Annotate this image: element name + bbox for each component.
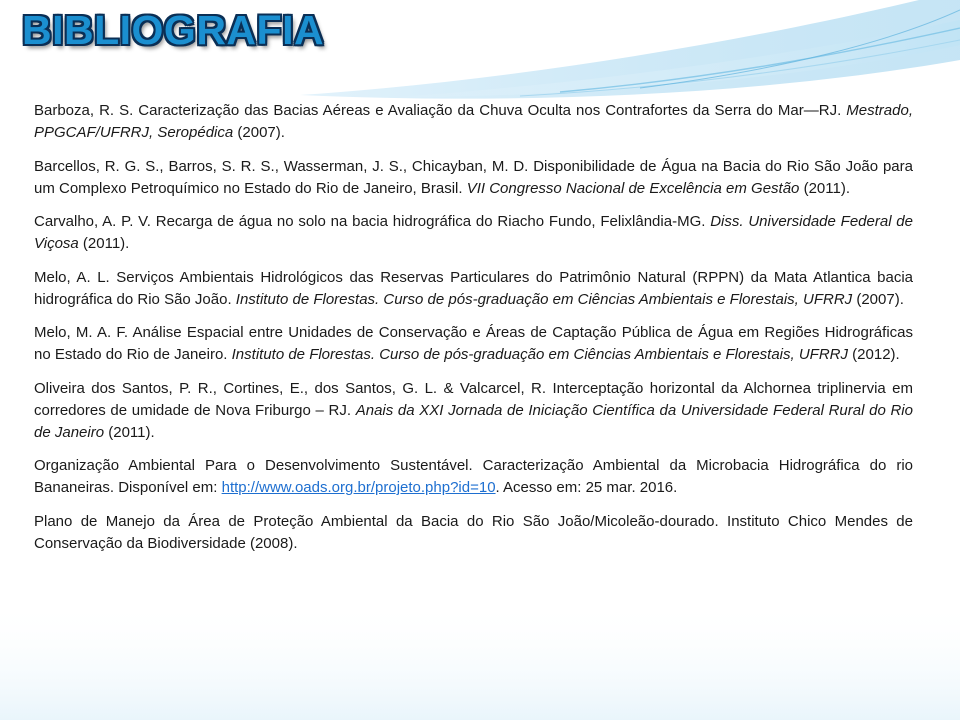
reference-source: Instituto de Florestas. Curso de pós-graduação em Ciências Ambientais e Florestais, UFRRJ: [231, 346, 849, 363]
reference-source: Anais da XXI Jornada de Iniciação Científica da Universidade Federal Rural do Rio de Janeiro: [34, 401, 913, 441]
reference-link[interactable]: http://www.oads.org.br/projeto.php?id=10: [221, 479, 496, 496]
reference-text: Barcellos, R. G. S., Barros, S. R. S., Wasserman, J. S., Chicayban, M. D. Disponibilidade de Água na Bacia do Rio São João para um Complexo Petroquímico no Estado do Rio de Janeiro, Brasil.: [34, 157, 913, 197]
reference-year: (2011).: [78, 235, 130, 252]
reference-year: (2007).: [852, 290, 904, 308]
reference-item: [34, 100, 913, 144]
reference-text: Organização Ambiental Para o Desenvolvimento Sustentável. Caracterização Ambiental da Microbacia Hidrográfica do rio Bananeiras. Disponível em:: [34, 457, 913, 496]
reference-year: (2007).: [233, 124, 285, 141]
reference-list: [34, 100, 913, 566]
reference-item: [34, 455, 913, 499]
reference-text: Plano de Manejo da Área de Proteção Ambiental da Bacia do Rio São João/Micoleão-dourado. Instituto Chico Mendes de Conservação da Biodiversidade (2008).: [34, 512, 913, 552]
reference-text: Melo, A. L. Serviços Ambientais Hidrológicos das Reservas Particulares do Patrimônio Natural (RPPN) da Mata Atlantica bacia hidrográfica do Rio São João.: [34, 268, 913, 308]
reference-text: Barboza, R. S. Caracterização das Bacias Aéreas e Avaliação da Chuva Oculta nos Contrafortes da Serra do Mar—RJ.: [34, 102, 847, 119]
reference-access-date: . Acesso em: 25 mar. 2016.: [495, 479, 678, 496]
reference-source: Mestrado, PPGCAF/UFRRJ, Seropédica: [34, 102, 913, 141]
reference-item: [34, 156, 913, 200]
reference-year: (2011).: [104, 423, 155, 441]
reference-item: [34, 511, 913, 555]
reference-text: Oliveira dos Santos, P. R., Cortines, E., dos Santos, G. L. & Valcarcel, R. Interceptação horizontal da Alchornea triplinervia em corredores de umidade de Nova Friburgo – RJ.: [34, 379, 913, 419]
page-title: BIBLIOGRAFIA: [22, 7, 325, 53]
reference-item: [34, 211, 913, 255]
reference-year: (2012).: [848, 346, 900, 363]
reference-source: Instituto de Florestas. Curso de pós-graduação em Ciências Ambientais e Florestais, UFRRJ: [235, 290, 853, 308]
reference-year: (2011).: [799, 179, 850, 197]
reference-source: VII Congresso Nacional de Excelência em Gestão: [466, 179, 800, 197]
reference-item: [34, 267, 913, 311]
reference-source: Diss. Universidade Federal de Viçosa: [34, 213, 913, 252]
reference-item: [34, 378, 913, 444]
reference-text: Carvalho, A. P. V. Recarga de água no solo na bacia hidrográfica do Riacho Fundo, Felixlândia-MG.: [34, 213, 711, 230]
reference-text: Melo, M. A. F. Análise Espacial entre Unidades de Conservação e Áreas de Captação Pública de Água em Regiões Hidrográficas no Estado do Rio de Janeiro.: [34, 324, 913, 363]
reference-item: [34, 322, 913, 366]
